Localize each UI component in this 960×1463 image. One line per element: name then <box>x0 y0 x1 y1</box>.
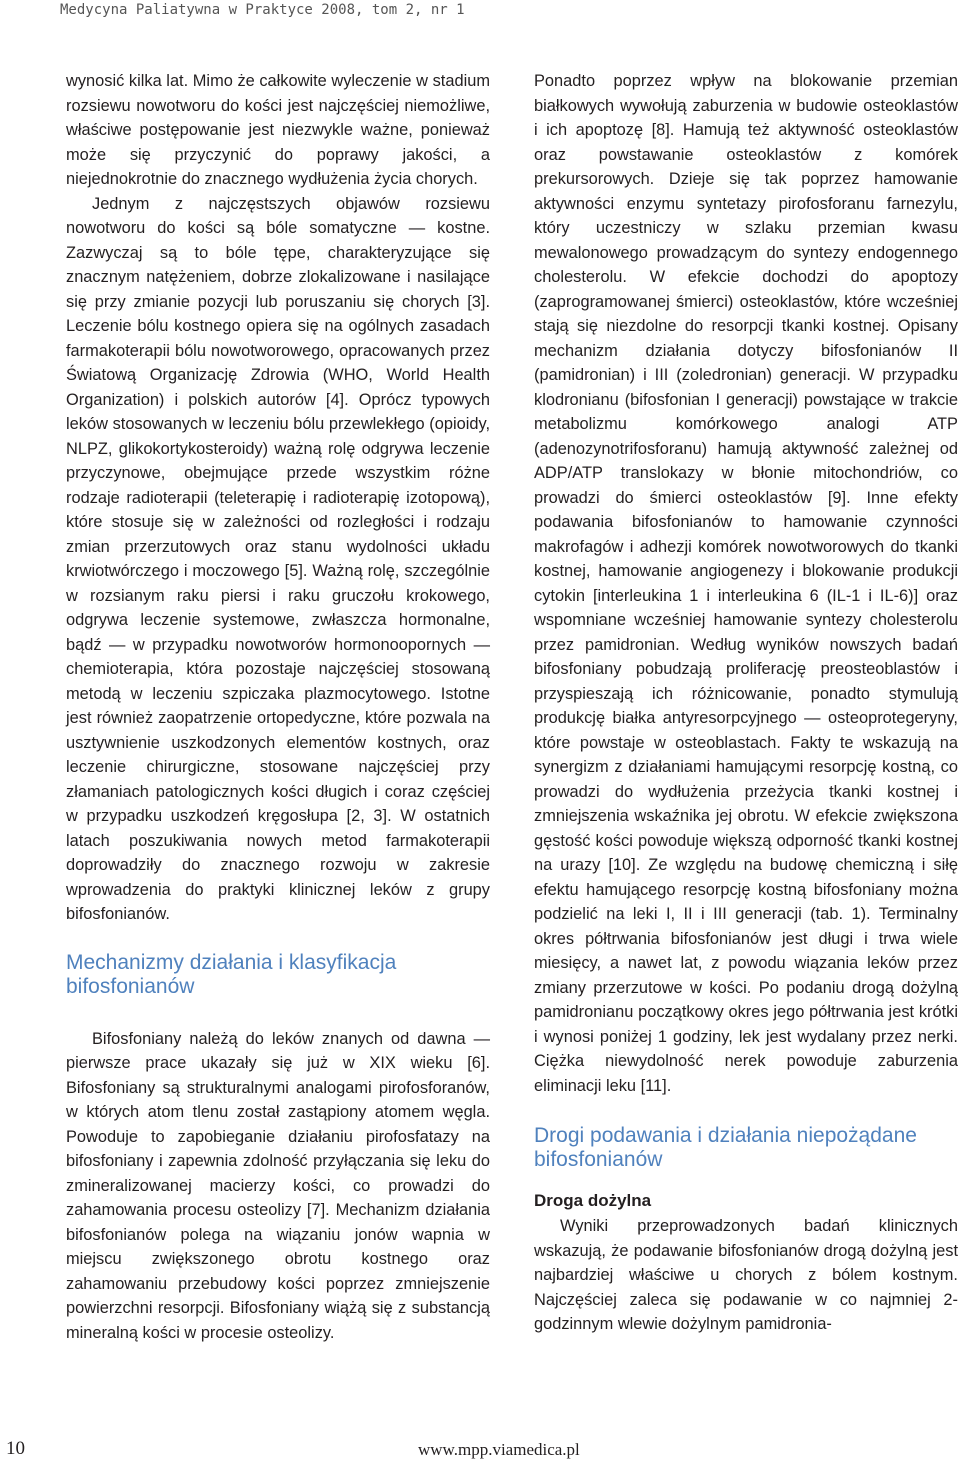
paragraph: wynosić kilka lat. Mimo że całkowite wyleczenie w stadium rozsiewu nowotworu do kości jest najczęściej niemożliwe, właściwe postępowanie jest niezwykle ważne, ponieważ może się przyczynić do poprawy jakości, a niejednokrotnie do znacznego wydłużenia życia chorych. <box>66 72 490 188</box>
footer-url[interactable]: www.mpp.viamedica.pl <box>418 1440 580 1459</box>
running-head: Medycyna Paliatywna w Praktyce 2008, tom 2, nr 1 <box>60 2 465 18</box>
section-heading: Drogi podawania i działania niepożądane bifosfonianów <box>534 1124 917 1171</box>
paragraph: Ponadto poprzez wpływ na blokowanie przemian białkowych wywołują zaburzenia w budowie osteoklastów i ich apoptozę [8]. Hamują też aktywność osteoklastów oraz powstawanie osteoklastów z komórek prekursorowych. Dzieje się tak poprzez hamowanie aktywności enzymu syntetazy pirofosforanu farnezylu, który uczestniczy w szlaku przemian kwasu mewalonowego prowadzącym do syntezy endogennego cholesterolu. W efekcie dochodzi do apoptozy (zaprogramowanej śmierci) osteoklastów, które wcześniej stają się niezdolne do resorpcji tkanki kostnej. Opisany mechanizm działania dotyczy bifosfonianów II (pamidronian) i III (zoledronian) generacji. W przypadku klodronianu (bifosfonian I generacji) powstające w trakcie metabolizmu komórkowego analogi ATP (adenozynotrifosforanu) hamują aktywność zależnej od ADP/ATP translokazy w błonie mitochondriów, co prowadzi do śmierci osteoklastów [9]. Inne efekty podawania bifosfonianów to hamowanie czynności makrofagów i adhezji komórek nowotworowych do tkanki kostnej, hamowanie angiogenezy i blokowanie produkcji cytokin [interleukina 1 i interleukina 6 (IL-1 i IL-6)] oraz wspomniane wcześniej hamowanie syntezy cholesterolu przez pamidronian. Według wyników nowszych badań bifosfoniany pobudzają proliferację preosteoblastów i przyspieszają ich różnicowanie, ponadto stymulują produkcję białka antyresorpcyjnego — osteoprotegeryny, które powstaje w osteoblastach. Fakty te wskazują na synergizm z działaniami hamującymi resorpcję kostną, co prowadzi do wydłużenia przeżycia tkanki kostnej i zmniejszenia wskaźnika jej obrotu. W efekcie zwiększona gęstość kości powoduje większą odporność tkanki kostnej na urazy [10]. Ze względu na budowę chemiczną i siłę efektu hamującego resorpcję kostną bifosfoniany można podzielić na leki I, II i III generacji (tab. 1). Terminalny okres półtrwania bifosfonianów jest długi i trwa wiele miesięcy, a nawet lat, z powodu wiązania leków przez zmiany przerzutowe w kości. Po podaniu drogą dożylną pamidronianu początkowy okres jego półtrwania jest krótki i wynosi poniżej 1 godziny, lek jest wydalany przez nerki. Ciężka niewydolność nerek powoduje zaburzenia eliminacji leku [11]. <box>534 72 958 1095</box>
paragraph: Wyniki przeprowadzonych badań klinicznych wskazują, że podawanie bifosfonianów drogą dożylną jest najbardziej właściwe u chorych z bólem kostnym. Najczęściej zaleca się podawanie w co najmniej 2-godzinnym wlewie dożylnym pamidronia- <box>534 1217 958 1333</box>
left-column <box>66 69 490 1345</box>
subsection-heading: Droga dożylna <box>534 1191 652 1210</box>
paragraph: Bifosfoniany należą do leków znanych od dawna — pierwsze prace ukazały się już w XIX wieku [6]. Bifosfoniany są strukturalnymi analogami pirofosforanów, w których atom tlenu został zastąpiony atomem węgla. Powoduje to zapobieganie działaniu pirofosfatazy na bifosfoniany i zapewnia zdolność przyłączania się leku do zmineralizowanej macierzy kości, co prowadzi do zahamowania procesu osteolizy [7]. Mechanizm działania bifosfonianów polega na wiązaniu jonów wapnia w miejscu zwiększonego obrotu kostnego oraz zahamowaniu przebudowy kości poprzez zmniejszenie powierzchni resorpcji. Bifosfoniany wiążą się z substancją mineralną kości w procesie osteolizy. <box>66 1029 490 1342</box>
right-column <box>534 69 958 1337</box>
section-heading: Mechanizmy działania i klasyfikacja bifosfonianów <box>66 950 397 998</box>
page-number: 10 <box>6 1438 25 1459</box>
paragraph: Jednym z najczęstszych objawów rozsiewu nowotworu do kości są bóle somatyczne — kostne. Zazwyczaj są to bóle tępe, charakteryzujące się znacznym natężeniem, dobrze zlokalizowane i nasilające się przy zmianie pozycji lub poruszaniu się chorych [3]. Leczenie bólu kostnego opiera się na ogólnych zasadach farmakoterapii bólu nowotworowego, opracowanych przez Światową Organizację Zdrowia (WHO, World Health Organization) i polskich autorów [4]. Oprócz typowych leków stosowanych w leczeniu bólu przewlekłego (opioidy, NLPZ, glikokortykosteroidy) ważną rolę odgrywa leczenie przyczynowe, obejmujące przede wszystkim różne rodzaje radioterapii (teleterapię i radioterapię izotopową), które stosuje się w zależności od rozległości i rodzaju zmian przerzutowych oraz stanu wydolności układu krwiotwórczego i moczowego [5]. Ważną rolę, szczególnie w rozsianym raku piersi i raku gruczołu krokowego, odgrywa leczenie systemowe, zwłaszcza hormonalne, bądź — w przypadku nowotworów hormonoopornych — chemioterapia, która pozostaje najczęściej stosowaną metodą w leczeniu szpiczaka plazmocytowego. Istotne jest również zaopatrzenie ortopedyczne, które pozwala na usztywnienie uszkodzonych elementów kostnych, oraz leczenie chirurgiczne, stosowane najczęściej przy złamaniach patologicznych kości długich i coraz częściej w przypadku uszkodzeń kręgosłupa [2, 3]. W ostatnich latach poszukiwania nowych metod farmakoterapii doprowadziły do znacznego rozwoju w zakresie wprowadzenia do praktyki klinicznej leków z grupy bifosfonianów. <box>66 194 490 923</box>
